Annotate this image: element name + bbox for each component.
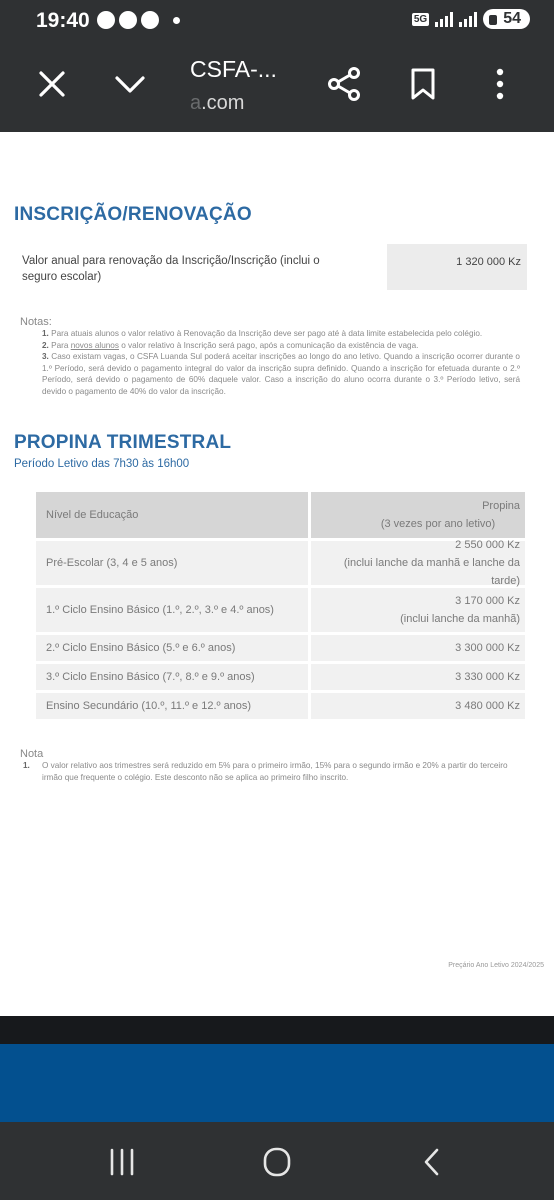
note-underlined-text: novos alunos <box>70 340 119 350</box>
bookmark-button[interactable] <box>401 62 445 106</box>
inscricao-heading: INSCRIÇÃO/RENOVAÇÃO <box>14 204 252 225</box>
row-note: (inclui lanche da manhã e lanche da tarde) <box>343 557 520 587</box>
row-price: 2 550 000 Kz <box>455 539 520 551</box>
table-row <box>36 635 537 661</box>
propina-table <box>36 492 537 722</box>
row-note: (inclui lanche da manhã) <box>400 613 520 625</box>
row-level: 2.º Ciclo Ensino Básico (5.º e 6.º anos) <box>36 635 308 661</box>
row-level: 3.º Ciclo Ensino Básico (7.º, 8.º e 9.º anos) <box>36 664 308 690</box>
table-row <box>36 541 537 585</box>
status-right <box>412 9 530 29</box>
nota-section <box>20 748 520 784</box>
notes-section <box>20 316 520 397</box>
document-footer: Preçário Ano Letivo 2024/2025 <box>448 962 544 969</box>
row-value <box>311 664 525 690</box>
row-level: Pré-Escolar (3, 4 e 5 anos) <box>36 541 308 585</box>
next-page-preview[interactable] <box>0 1044 554 1122</box>
more-notifications-dot <box>173 17 180 24</box>
page-url <box>190 92 244 115</box>
pdf-document-page <box>0 132 554 1016</box>
table-header-row <box>36 492 537 538</box>
nota-number: 1. <box>23 761 30 770</box>
network-type: 5G <box>413 13 428 25</box>
soccer-icon <box>97 11 115 29</box>
recent-apps-button[interactable] <box>102 1144 142 1180</box>
note-item <box>42 340 520 352</box>
more-options-button[interactable] <box>478 62 522 106</box>
close-icon <box>30 62 74 106</box>
row-level: 1.º Ciclo Ensino Básico (1.º, 2.º, 3.º e 4.º anos) <box>36 588 308 632</box>
home-button[interactable] <box>257 1144 297 1180</box>
note-number: 1. <box>42 329 49 338</box>
row-level: Ensino Secundário (10.º, 11.º e 12.º anos) <box>36 693 308 719</box>
note-text: o valor relativo à Inscrição será pago, após a comunicação da existência de vaga. <box>118 340 419 350</box>
more-vertical-icon <box>478 62 522 106</box>
back-button[interactable] <box>412 1144 452 1180</box>
nota-item <box>20 760 520 784</box>
top-chrome <box>0 0 554 132</box>
notes-list <box>42 328 520 397</box>
row-value <box>311 693 525 719</box>
row-price: 3 330 000 Kz <box>455 671 520 683</box>
row-price: 3 300 000 Kz <box>455 642 520 654</box>
chevron-down-icon <box>108 62 152 106</box>
minimize-button[interactable] <box>108 62 152 106</box>
note-number: 2. <box>42 340 49 350</box>
notification-icons <box>97 11 180 29</box>
status-bar <box>0 0 554 44</box>
back-icon <box>412 1144 452 1180</box>
header-propina <box>311 492 525 538</box>
note-item <box>42 351 520 397</box>
note-item <box>42 328 520 340</box>
battery-level: 54 <box>483 9 530 29</box>
row-price: 3 170 000 Kz <box>455 595 520 607</box>
header-propina-title: Propina <box>482 500 520 512</box>
url-visible-part: .com <box>201 92 245 114</box>
propina-subtitle: Período Letivo das 7h30 às 16h00 <box>14 458 190 470</box>
header-propina-sub: (3 vezes por ano letivo) <box>380 518 496 530</box>
home-icon <box>257 1144 297 1180</box>
page-gap <box>0 1016 554 1044</box>
share-icon <box>322 62 366 106</box>
notes-title: Notas: <box>20 316 52 328</box>
propina-heading: PROPINA TRIMESTRAL <box>14 432 232 453</box>
row-value <box>311 541 525 585</box>
system-nav-bar <box>0 1122 554 1200</box>
page-title: CSFA-... <box>190 56 277 82</box>
table-row <box>36 664 537 690</box>
share-button[interactable] <box>322 62 366 106</box>
note-number: 3. <box>42 352 49 361</box>
signal-2-icon <box>459 11 477 27</box>
table-row <box>36 693 537 719</box>
row-value <box>311 588 525 632</box>
row-value <box>311 635 525 661</box>
note-text: Para <box>51 340 71 350</box>
recent-apps-icon <box>102 1144 142 1180</box>
inscricao-fee-label: Valor anual para renovação da Inscrição/Inscrição (inclui o seguro escolar) <box>22 255 320 283</box>
close-button[interactable] <box>30 62 74 106</box>
whatsapp-icon <box>141 11 159 29</box>
nota-title: Nota <box>20 748 44 760</box>
table-row <box>36 588 537 632</box>
status-time: 19:40 <box>36 9 90 32</box>
url-faded-part: a <box>190 92 202 114</box>
row-price: 3 480 000 Kz <box>455 700 520 712</box>
header-level: Nível de Educação <box>36 492 308 538</box>
note-text: Caso existam vagas, o CSFA Luanda Sul poderá aceitar inscrições ao longo do ano letivo. Quando a inscrição ocorrer durante o 1.º Período, será devido o pagamento integral do valor da inscrição supra definido. Quando a inscrição for efetuada durante o 2.º Período, será devido o pagamento de 60% daquele valor. Caso a inscrição do aluno ocorra durante o 3.º Período letivo, será devido o pagamento de 40% do valor da inscrição. <box>42 352 520 396</box>
inscricao-fee-value: 1 320 000 Kz <box>387 244 527 290</box>
chat-bubble-icon <box>119 11 137 29</box>
browser-app-bar <box>0 44 554 132</box>
note-text: Para atuais alunos o valor relativo à Renovação da Inscrição deve ser pago até à data limite estabelecida pelo colégio. <box>51 329 483 338</box>
signal-1-icon <box>435 11 453 27</box>
nota-text: O valor relativo aos trimestres será reduzido em 5% para o primeiro irmão, 15% para o segundo irmão e 20% a partir do terceiro irmão que frequente o colégio. Este desconto não se aplica ao primeiro filho inscrito. <box>42 761 508 782</box>
bookmark-icon <box>401 62 445 106</box>
